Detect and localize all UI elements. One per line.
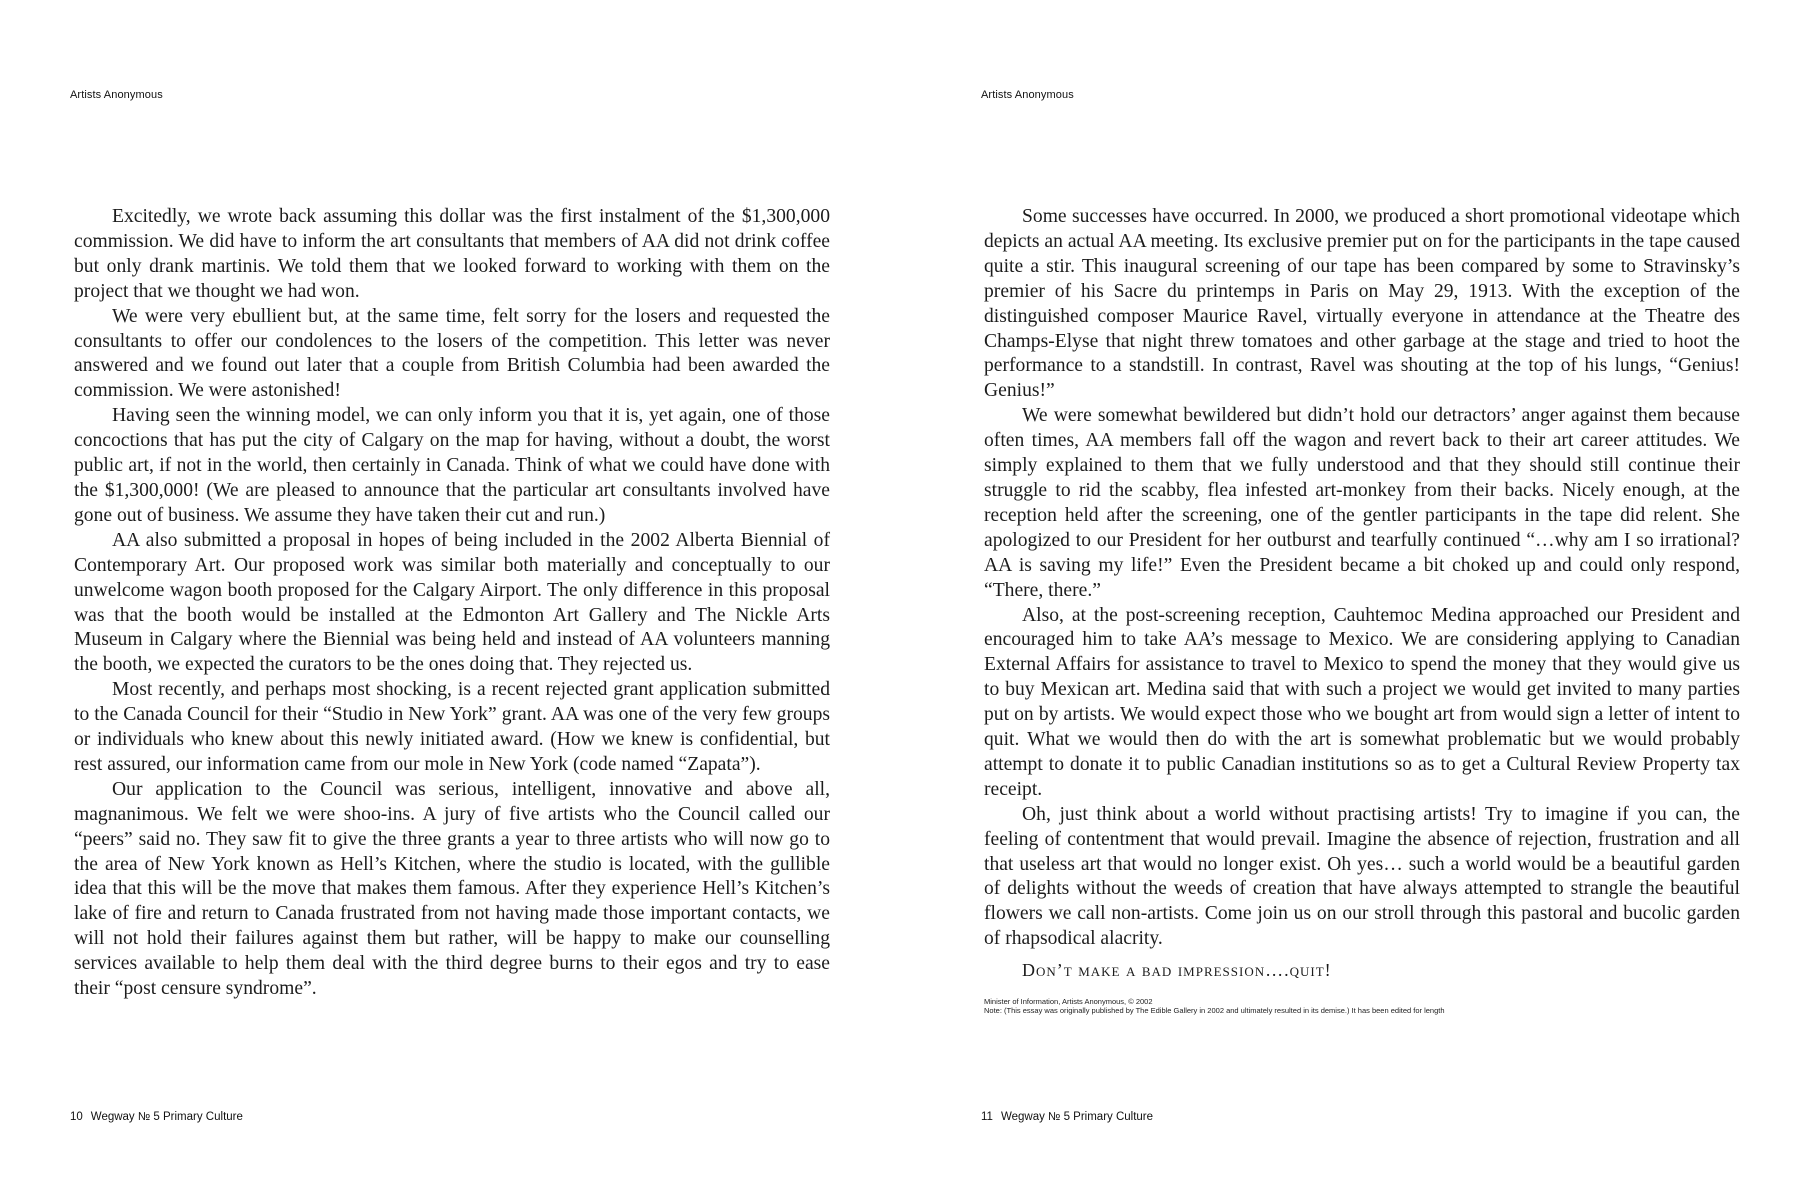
paragraph: We were very ebullient but, at the same time, felt sorry for the losers and requested the consultants to offer our condolences to the losers of the competition. This letter was never answered and we found out later that a couple from British Columbia had been awarded the commission. We were astonished! [74,305,830,402]
paragraph: Excitedly, we wrote back assuming this dollar was the first instalment of the $1,300,000 commission. We did have to inform the art consultants that members of AA did not drink coffee but only drank martinis. We told them that we looked forward to working with them on the project that we thought we had won. [74,206,830,302]
paragraph: Having seen the winning model, we can only inform you that it is, yet again, one of those concoctions that has put the city of Calgary on the map for having, without a doubt, the worst public art, if not in the world, then certainly in Canada. Think of what we could have done with the $1,300,000! (We are pleased to announce that the particular art consultants involved have gone out of business. We assume they have taken their cut and run.) [74,405,830,526]
paragraph: Also, at the post-screening reception, Cauhtemoc Medina approached our President and encouraged him to take AA’s message to Mexico. We are considering applying to Canadian External Affairs for assistance to travel to Mexico to spend the money that they would give us to buy Mexican art. Medina said that with such a project we would get invited to many parties put on by artists. We would expect those who we bought art from would sign a letter of intent to quit. What we would then do with the art is somewhat problematic but we would probably attempt to donate it to public Canadian institutions so as to get a Cultural Review Property tax receipt. [984,604,1740,800]
credit-line: Minister of Information, Artists Anonymous, © 2002 [984,997,1153,1007]
page-number: 11 [981,1111,993,1123]
running-head-right: Artists Anonymous [981,89,1074,101]
right-page [900,0,1800,1200]
paragraph: We were somewhat bewildered but didn’t hold our detractors’ anger against them because often times, AA members fall off the wagon and revert back to their art career attitudes. We simply explained to them that we fully understood and that they should still continue their struggle to rid the scabby, flea infested art-monkey from their backs. Nicely enough, at the reception held after the screening, one of the gentler participants in the tape did relent. She apologized to our President for her outburst and tearfully continued “…why am I so irrational? AA is saving my life!” Even the President became a bit choked up and could only respond, “There, there.” [984,405,1740,601]
paragraph: Some successes have occurred. In 2000, we produced a short promotional videotape which depicts an actual AA meeting. Its exclusive premier put on for the participants in the tape caused quite a stir. This inaugural screening of our tape has been compared by some to Stravinsky’s premier of his Sacre du printemps in Paris on May 29, 1913. With the exception of the distinguished composer Maurice Ravel, virtually everyone in attendance at the Theatre des Champs-Elyse that night threw tomatoes and other garbage at the stage and tried to hoot the performance to a standstill. In contrast, Ravel was shouting at the top of his lungs, “Genius! Genius!” [984,206,1740,402]
left-page-body [74,205,830,1002]
paragraph: AA also submitted a proposal in hopes of being included in the 2002 Alberta Biennial of Contemporary Art. Our proposed work was similar both materially and conceptually to our unwelcome wagon booth proposed for the Calgary Airport. The only difference in this proposal was that the booth would be installed at the Edmonton Art Gallery and The Nickle Arts Museum in Calgary where the Biennial was being held and instead of AA volunteers manning the booth, we expected the curators to be the ones doing that. They rejected us. [74,529,830,676]
folio-left [70,1111,243,1123]
page-number: 10 [70,1111,83,1123]
right-page-body [984,205,1740,1015]
credit-line: Note: (This essay was originally published by The Edible Gallery in 2002 and ultimately resulted in its demise.) It has been edited for length [984,1006,1445,1016]
paragraph: Our application to the Council was serious, intelligent, innovative and above all, magnanimous. We felt we were shoo-ins. A jury of five artists who the Council called our “peers” said no. They saw fit to give the three grants a year to three artists who will now go to the area of New York known as Hell’s Kitchen, where the studio is located, with the gullible idea that this will be the move that makes them famous. After they experience Hell’s Kitchen’s lake of fire and return to Canada frustrated from not having made those important contacts, we will not hold their failures against them but rather, will be happy to make our counselling services available to help them deal with the third degree burns to their egos and try to ease their “post censure syndrome”. [74,778,830,1000]
credits-note [984,997,1740,1015]
closing-line: Don’t make a bad impression….quit! [1022,960,1332,981]
running-head-left: Artists Anonymous [70,89,163,101]
paragraph: Most recently, and perhaps most shocking, is a recent rejected grant application submitted to the Canada Council for their “Studio in New York” grant. AA was one of the very few groups or individuals who knew about this newly initiated award. (How we knew is confidential, but rest assured, our information came from our mole in New York (code named “Zapata”). [74,679,830,775]
folio-right [981,1111,1153,1123]
paragraph: Oh, just think about a world without practising artists! Try to imagine if you can, the feeling of contentment that would prevail. Imagine the absence of rejection, frustration and all that useless art that would no longer exist. Oh yes… such a world would be a beautiful garden of delights without the weeds of creation that have always attempted to strangle the beautiful flowers we call non-artists. Come join us on our stroll through this pastoral and bucolic garden of rhapsodical alacrity. [984,803,1740,950]
publication-title: Wegway № 5 Primary Culture [90,1111,243,1123]
publication-title: Wegway № 5 Primary Culture [1000,1111,1154,1123]
